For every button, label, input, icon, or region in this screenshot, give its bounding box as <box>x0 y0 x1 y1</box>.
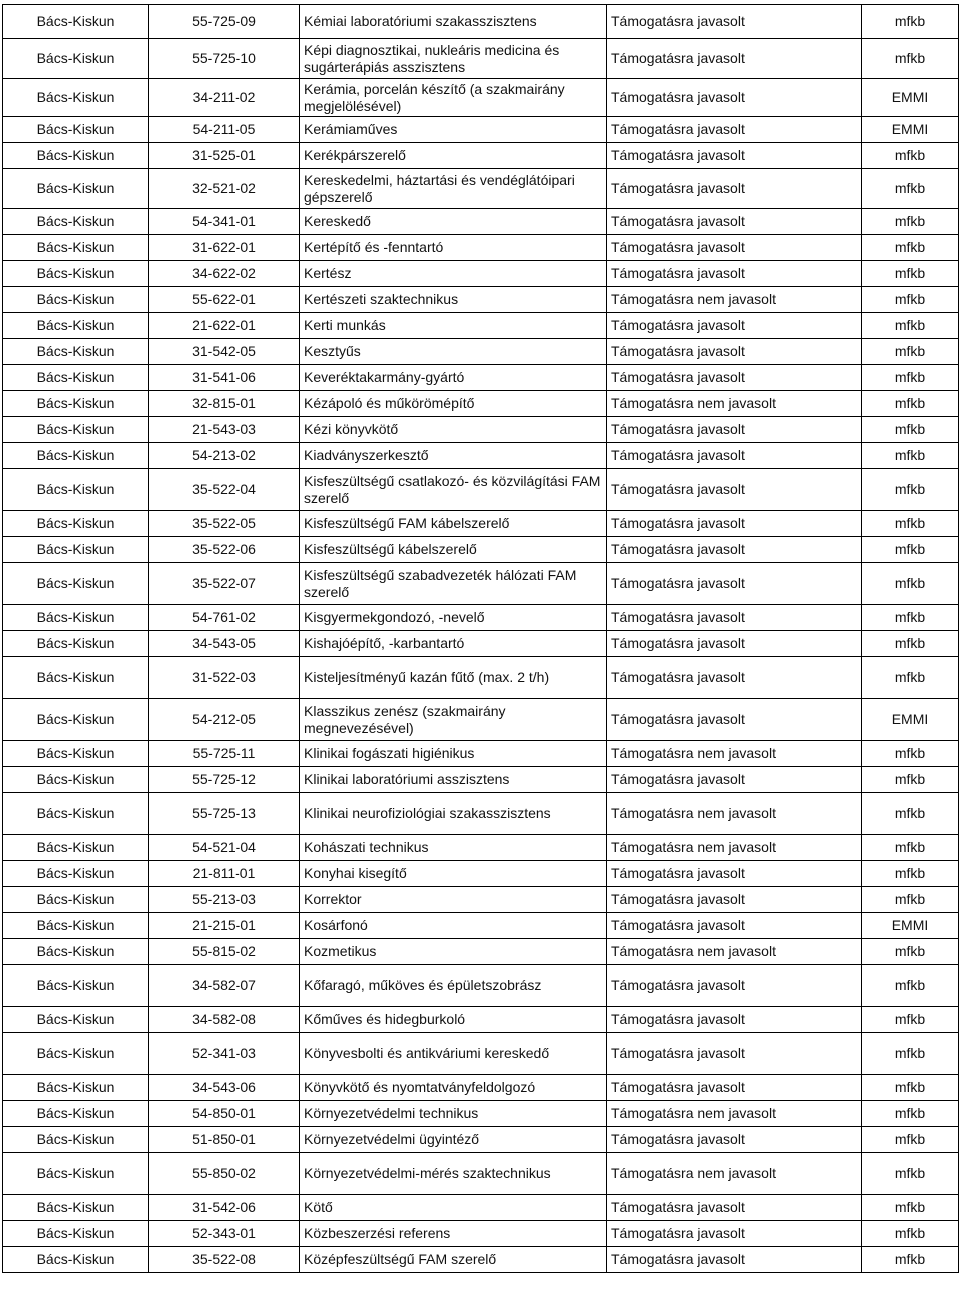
table-row <box>3 1221 959 1247</box>
organization-cell: mfkb <box>862 209 959 235</box>
table-row <box>3 835 959 861</box>
code-cell: 55-213-03 <box>149 887 300 913</box>
county-cell: Bács-Kiskun <box>3 417 149 443</box>
county-cell: Bács-Kiskun <box>3 1153 149 1195</box>
status-cell: Támogatásra javasolt <box>607 1075 862 1101</box>
organization-cell: mfkb <box>862 835 959 861</box>
organization-cell: mfkb <box>862 339 959 365</box>
occupation-name-cell: Kertész <box>300 261 607 287</box>
table-row <box>3 1153 959 1195</box>
occupation-name-cell: Kozmetikus <box>300 939 607 965</box>
code-cell: 54-761-02 <box>149 605 300 631</box>
county-cell: Bács-Kiskun <box>3 563 149 605</box>
code-cell: 55-725-12 <box>149 767 300 793</box>
table-row <box>3 657 959 699</box>
status-cell: Támogatásra nem javasolt <box>607 391 862 417</box>
occupation-name-cell: Középfeszültségű FAM szerelő <box>300 1247 607 1273</box>
code-cell: 35-522-06 <box>149 537 300 563</box>
county-cell: Bács-Kiskun <box>3 5 149 39</box>
table-row <box>3 1075 959 1101</box>
code-cell: 34-543-06 <box>149 1075 300 1101</box>
code-cell: 32-521-02 <box>149 169 300 209</box>
table-row <box>3 365 959 391</box>
county-cell: Bács-Kiskun <box>3 793 149 835</box>
occupation-name-cell: Kertépítő és -fenntartó <box>300 235 607 261</box>
organization-cell: mfkb <box>862 1033 959 1075</box>
occupation-name-cell: Korrektor <box>300 887 607 913</box>
code-cell: 21-543-03 <box>149 417 300 443</box>
occupation-name-cell: Keveréktakarmány-gyártó <box>300 365 607 391</box>
table-row <box>3 741 959 767</box>
table-row <box>3 939 959 965</box>
status-cell: Támogatásra javasolt <box>607 631 862 657</box>
county-cell: Bács-Kiskun <box>3 209 149 235</box>
status-cell: Támogatásra nem javasolt <box>607 939 862 965</box>
code-cell: 31-542-05 <box>149 339 300 365</box>
status-cell: Támogatásra nem javasolt <box>607 793 862 835</box>
table-row <box>3 887 959 913</box>
organization-cell: mfkb <box>862 443 959 469</box>
occupation-name-cell: Kereskedelmi, háztartási és vendéglátóipari gépszerelő <box>300 169 607 209</box>
table-row <box>3 965 959 1007</box>
occupation-name-cell: Kötő <box>300 1195 607 1221</box>
organization-cell: mfkb <box>862 965 959 1007</box>
occupation-name-cell: Közbeszerzési referens <box>300 1221 607 1247</box>
county-cell: Bács-Kiskun <box>3 835 149 861</box>
county-cell: Bács-Kiskun <box>3 1221 149 1247</box>
occupation-name-cell: Környezetvédelmi-mérés szaktechnikus <box>300 1153 607 1195</box>
occupation-name-cell: Klasszikus zenész (szakmairány megnevezésével) <box>300 699 607 741</box>
table-row <box>3 469 959 511</box>
code-cell: 21-215-01 <box>149 913 300 939</box>
county-cell: Bács-Kiskun <box>3 699 149 741</box>
organization-cell: mfkb <box>862 313 959 339</box>
table-row <box>3 1195 959 1221</box>
organization-cell: mfkb <box>862 1007 959 1033</box>
table-row <box>3 1127 959 1153</box>
code-cell: 52-341-03 <box>149 1033 300 1075</box>
table-row <box>3 287 959 313</box>
table-row <box>3 631 959 657</box>
table-row <box>3 5 959 39</box>
occupation-name-cell: Kereskedő <box>300 209 607 235</box>
status-cell: Támogatásra javasolt <box>607 965 862 1007</box>
occupation-name-cell: Kosárfonó <box>300 913 607 939</box>
code-cell: 31-541-06 <box>149 365 300 391</box>
occupation-name-cell: Kerámia, porcelán készítő (a szakmairány megjelölésével) <box>300 79 607 117</box>
status-cell: Támogatásra javasolt <box>607 861 862 887</box>
occupation-name-cell: Klinikai fogászati higiénikus <box>300 741 607 767</box>
organization-cell: mfkb <box>862 1101 959 1127</box>
status-cell: Támogatásra javasolt <box>607 1033 862 1075</box>
code-cell: 54-341-01 <box>149 209 300 235</box>
code-cell: 54-850-01 <box>149 1101 300 1127</box>
code-cell: 51-850-01 <box>149 1127 300 1153</box>
table-row <box>3 117 959 143</box>
table-row <box>3 1007 959 1033</box>
organization-cell: mfkb <box>862 939 959 965</box>
table-row <box>3 261 959 287</box>
code-cell: 55-725-09 <box>149 5 300 39</box>
occupation-name-cell: Kerámiaműves <box>300 117 607 143</box>
county-cell: Bács-Kiskun <box>3 1007 149 1033</box>
organization-cell: mfkb <box>862 169 959 209</box>
occupation-name-cell: Kézápoló és műkörömépítő <box>300 391 607 417</box>
county-cell: Bács-Kiskun <box>3 657 149 699</box>
table-row <box>3 861 959 887</box>
table-row <box>3 1247 959 1273</box>
code-cell: 35-522-07 <box>149 563 300 605</box>
organization-cell: mfkb <box>862 605 959 631</box>
code-cell: 54-213-02 <box>149 443 300 469</box>
status-cell: Támogatásra javasolt <box>607 339 862 365</box>
code-cell: 31-622-01 <box>149 235 300 261</box>
county-cell: Bács-Kiskun <box>3 1101 149 1127</box>
county-cell: Bács-Kiskun <box>3 365 149 391</box>
organization-cell: mfkb <box>862 741 959 767</box>
status-cell: Támogatásra javasolt <box>607 209 862 235</box>
code-cell: 31-542-06 <box>149 1195 300 1221</box>
code-cell: 34-622-02 <box>149 261 300 287</box>
status-cell: Támogatásra javasolt <box>607 563 862 605</box>
county-cell: Bács-Kiskun <box>3 469 149 511</box>
table-row <box>3 605 959 631</box>
county-cell: Bács-Kiskun <box>3 1075 149 1101</box>
organization-cell: mfkb <box>862 143 959 169</box>
county-cell: Bács-Kiskun <box>3 169 149 209</box>
table-row <box>3 209 959 235</box>
table-row <box>3 563 959 605</box>
occupation-name-cell: Klinikai laboratóriumi asszisztens <box>300 767 607 793</box>
code-cell: 32-815-01 <box>149 391 300 417</box>
organization-cell: mfkb <box>862 391 959 417</box>
organization-cell: mfkb <box>862 887 959 913</box>
occupation-name-cell: Kisgyermekgondozó, -nevelő <box>300 605 607 631</box>
organization-cell: EMMI <box>862 117 959 143</box>
status-cell: Támogatásra javasolt <box>607 469 862 511</box>
code-cell: 55-725-10 <box>149 39 300 79</box>
status-cell: Támogatásra javasolt <box>607 5 862 39</box>
county-cell: Bács-Kiskun <box>3 313 149 339</box>
status-cell: Támogatásra javasolt <box>607 699 862 741</box>
county-cell: Bács-Kiskun <box>3 443 149 469</box>
county-cell: Bács-Kiskun <box>3 939 149 965</box>
organization-cell: mfkb <box>862 537 959 563</box>
organization-cell: mfkb <box>862 1221 959 1247</box>
county-cell: Bács-Kiskun <box>3 965 149 1007</box>
status-cell: Támogatásra javasolt <box>607 511 862 537</box>
status-cell: Támogatásra javasolt <box>607 1247 862 1273</box>
occupation-name-cell: Kohászati technikus <box>300 835 607 861</box>
code-cell: 55-725-11 <box>149 741 300 767</box>
occupation-name-cell: Kerti munkás <box>300 313 607 339</box>
county-cell: Bács-Kiskun <box>3 511 149 537</box>
code-cell: 34-582-08 <box>149 1007 300 1033</box>
status-cell: Támogatásra nem javasolt <box>607 287 862 313</box>
occupation-name-cell: Kertészeti szaktechnikus <box>300 287 607 313</box>
table-row <box>3 417 959 443</box>
code-cell: 55-622-01 <box>149 287 300 313</box>
table-row <box>3 767 959 793</box>
organization-cell: mfkb <box>862 861 959 887</box>
organization-cell: mfkb <box>862 261 959 287</box>
organization-cell: mfkb <box>862 1075 959 1101</box>
code-cell: 35-522-08 <box>149 1247 300 1273</box>
county-cell: Bács-Kiskun <box>3 861 149 887</box>
table-row <box>3 391 959 417</box>
county-cell: Bács-Kiskun <box>3 1195 149 1221</box>
county-cell: Bács-Kiskun <box>3 235 149 261</box>
occupation-name-cell: Kisfeszültségű szabadvezeték hálózati FAM szerelő <box>300 563 607 605</box>
county-cell: Bács-Kiskun <box>3 913 149 939</box>
table-row <box>3 1101 959 1127</box>
code-cell: 55-850-02 <box>149 1153 300 1195</box>
table-row <box>3 79 959 117</box>
table-row <box>3 339 959 365</box>
code-cell: 34-543-05 <box>149 631 300 657</box>
status-cell: Támogatásra javasolt <box>607 913 862 939</box>
table-row <box>3 169 959 209</box>
occupation-name-cell: Kisfeszültségű FAM kábelszerelő <box>300 511 607 537</box>
occupation-name-cell: Kisfeszültségű csatlakozó- és közvilágítási FAM szerelő <box>300 469 607 511</box>
status-cell: Támogatásra javasolt <box>607 1127 862 1153</box>
occupation-name-cell: Kőműves és hidegburkoló <box>300 1007 607 1033</box>
organization-cell: mfkb <box>862 1153 959 1195</box>
occupation-name-cell: Kisteljesítményű kazán fűtő (max. 2 t/h) <box>300 657 607 699</box>
county-cell: Bács-Kiskun <box>3 287 149 313</box>
status-cell: Támogatásra javasolt <box>607 767 862 793</box>
occupation-name-cell: Konyhai kisegítő <box>300 861 607 887</box>
county-cell: Bács-Kiskun <box>3 537 149 563</box>
county-cell: Bács-Kiskun <box>3 605 149 631</box>
county-cell: Bács-Kiskun <box>3 39 149 79</box>
code-cell: 21-811-01 <box>149 861 300 887</box>
occupation-name-cell: Könyvesbolti és antikváriumi kereskedő <box>300 1033 607 1075</box>
status-cell: Támogatásra javasolt <box>607 417 862 443</box>
table-row <box>3 913 959 939</box>
occupation-name-cell: Kesztyűs <box>300 339 607 365</box>
county-cell: Bács-Kiskun <box>3 1127 149 1153</box>
status-cell: Támogatásra javasolt <box>607 1221 862 1247</box>
code-cell: 54-521-04 <box>149 835 300 861</box>
table-row <box>3 235 959 261</box>
status-cell: Támogatásra javasolt <box>607 169 862 209</box>
table-row <box>3 39 959 79</box>
status-cell: Támogatásra javasolt <box>607 235 862 261</box>
code-cell: 54-211-05 <box>149 117 300 143</box>
occupation-table <box>2 4 959 1273</box>
organization-cell: mfkb <box>862 563 959 605</box>
occupation-name-cell: Kőfaragó, műköves és épületszobrász <box>300 965 607 1007</box>
code-cell: 34-582-07 <box>149 965 300 1007</box>
code-cell: 35-522-05 <box>149 511 300 537</box>
organization-cell: mfkb <box>862 469 959 511</box>
table-row <box>3 511 959 537</box>
status-cell: Támogatásra javasolt <box>607 657 862 699</box>
status-cell: Támogatásra nem javasolt <box>607 1101 862 1127</box>
organization-cell: mfkb <box>862 511 959 537</box>
code-cell: 52-343-01 <box>149 1221 300 1247</box>
code-cell: 34-211-02 <box>149 79 300 117</box>
status-cell: Támogatásra javasolt <box>607 261 862 287</box>
occupation-name-cell: Kisfeszültségű kábelszerelő <box>300 537 607 563</box>
county-cell: Bács-Kiskun <box>3 1247 149 1273</box>
code-cell: 55-725-13 <box>149 793 300 835</box>
table-row <box>3 443 959 469</box>
occupation-name-cell: Környezetvédelmi technikus <box>300 1101 607 1127</box>
status-cell: Támogatásra javasolt <box>607 365 862 391</box>
code-cell: 31-522-03 <box>149 657 300 699</box>
status-cell: Támogatásra nem javasolt <box>607 1153 862 1195</box>
table-row <box>3 1033 959 1075</box>
table-row <box>3 313 959 339</box>
occupation-name-cell: Képi diagnosztikai, nukleáris medicina és sugárterápiás asszisztens <box>300 39 607 79</box>
organization-cell: mfkb <box>862 1195 959 1221</box>
county-cell: Bács-Kiskun <box>3 391 149 417</box>
county-cell: Bács-Kiskun <box>3 261 149 287</box>
organization-cell: mfkb <box>862 767 959 793</box>
organization-cell: mfkb <box>862 235 959 261</box>
code-cell: 54-212-05 <box>149 699 300 741</box>
county-cell: Bács-Kiskun <box>3 887 149 913</box>
table-row <box>3 699 959 741</box>
status-cell: Támogatásra javasolt <box>607 1195 862 1221</box>
occupation-name-cell: Kerékpárszerelő <box>300 143 607 169</box>
organization-cell: mfkb <box>862 1127 959 1153</box>
status-cell: Támogatásra javasolt <box>607 117 862 143</box>
table-row <box>3 793 959 835</box>
organization-cell: mfkb <box>862 1247 959 1273</box>
occupation-name-cell: Kishajóépítő, -karbantartó <box>300 631 607 657</box>
status-cell: Támogatásra javasolt <box>607 313 862 339</box>
occupation-name-cell: Klinikai neurofiziológiai szakasszisztens <box>300 793 607 835</box>
county-cell: Bács-Kiskun <box>3 767 149 793</box>
status-cell: Támogatásra javasolt <box>607 143 862 169</box>
organization-cell: mfkb <box>862 631 959 657</box>
county-cell: Bács-Kiskun <box>3 143 149 169</box>
status-cell: Támogatásra javasolt <box>607 39 862 79</box>
organization-cell: mfkb <box>862 365 959 391</box>
code-cell: 31-525-01 <box>149 143 300 169</box>
status-cell: Támogatásra nem javasolt <box>607 835 862 861</box>
table-row <box>3 537 959 563</box>
organization-cell: EMMI <box>862 699 959 741</box>
occupation-name-cell: Kémiai laboratóriumi szakasszisztens <box>300 5 607 39</box>
occupation-name-cell: Kiadványszerkesztő <box>300 443 607 469</box>
code-cell: 55-815-02 <box>149 939 300 965</box>
county-cell: Bács-Kiskun <box>3 117 149 143</box>
organization-cell: EMMI <box>862 79 959 117</box>
status-cell: Támogatásra javasolt <box>607 887 862 913</box>
occupation-name-cell: Kézi könyvkötő <box>300 417 607 443</box>
organization-cell: mfkb <box>862 657 959 699</box>
table-body <box>3 5 959 1273</box>
code-cell: 21-622-01 <box>149 313 300 339</box>
county-cell: Bács-Kiskun <box>3 339 149 365</box>
code-cell: 35-522-04 <box>149 469 300 511</box>
status-cell: Támogatásra nem javasolt <box>607 741 862 767</box>
organization-cell: mfkb <box>862 39 959 79</box>
occupation-name-cell: Környezetvédelmi ügyintéző <box>300 1127 607 1153</box>
organization-cell: mfkb <box>862 417 959 443</box>
table-row <box>3 143 959 169</box>
organization-cell: mfkb <box>862 5 959 39</box>
county-cell: Bács-Kiskun <box>3 631 149 657</box>
status-cell: Támogatásra javasolt <box>607 443 862 469</box>
organization-cell: EMMI <box>862 913 959 939</box>
organization-cell: mfkb <box>862 793 959 835</box>
status-cell: Támogatásra javasolt <box>607 79 862 117</box>
organization-cell: mfkb <box>862 287 959 313</box>
county-cell: Bács-Kiskun <box>3 741 149 767</box>
status-cell: Támogatásra javasolt <box>607 1007 862 1033</box>
status-cell: Támogatásra javasolt <box>607 605 862 631</box>
occupation-name-cell: Könyvkötő és nyomtatványfeldolgozó <box>300 1075 607 1101</box>
county-cell: Bács-Kiskun <box>3 79 149 117</box>
status-cell: Támogatásra javasolt <box>607 537 862 563</box>
county-cell: Bács-Kiskun <box>3 1033 149 1075</box>
